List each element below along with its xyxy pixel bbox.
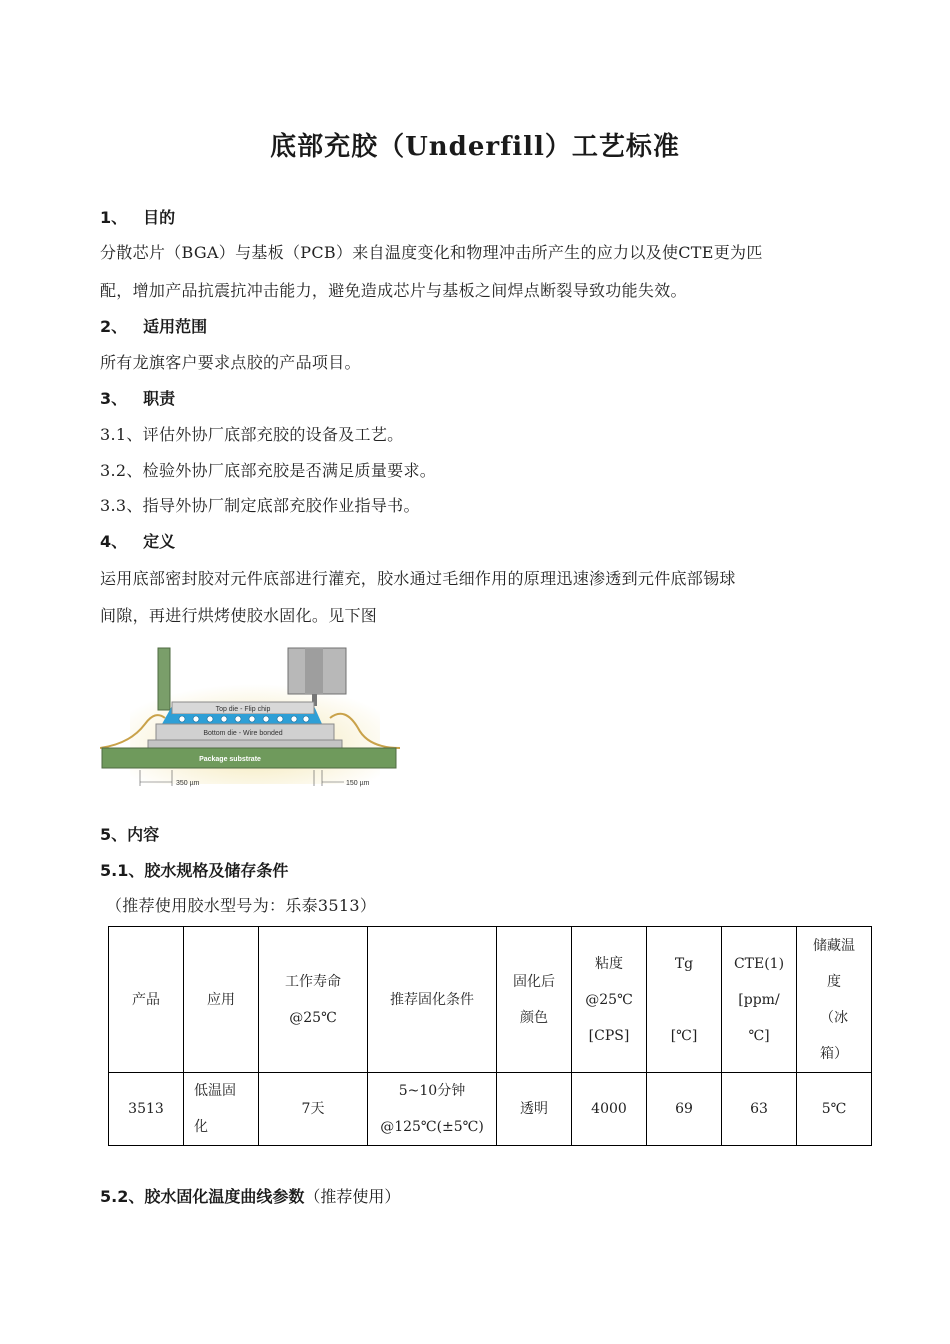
header-tg [647,927,722,1073]
section-title: 职责 [143,389,176,408]
cell-line: 工作寿命 [285,973,341,990]
die-attach [148,740,342,748]
responsibility-item: 3.1、评估外协厂底部充胶的设备及工艺。 [100,425,404,444]
cell-line: 固化后 [513,973,555,990]
header-work-life [259,927,368,1073]
cell-text: 4000 [591,1101,627,1117]
section-number: 3、 [100,389,128,408]
top-die-label: Top die - Flip chip [215,706,271,713]
recommended-glue-note: （推荐使用胶水型号为：乐泰3513） [106,896,377,915]
header-viscosity [572,927,647,1073]
heading-note: （推荐使用） [304,1187,401,1206]
section-number: 1、 [100,208,128,227]
cell-line: 箱） [820,1045,848,1062]
cell-viscosity [572,1073,647,1146]
cell-text: 透明 [520,1101,548,1117]
cell-line: 5~10分钟 [398,1083,466,1099]
solder-bump [193,716,199,722]
cell-line: Tg [674,955,694,972]
section-number: 4、 [100,532,128,551]
table-header-row [109,927,872,1073]
cell-line: @125℃(±5℃) [380,1119,484,1135]
cell-text: 3513 [128,1101,164,1117]
cell-color [497,1073,572,1146]
section-1-para-line: 分散芯片（BGA）与基板（PCB）来自温度变化和物理冲击所产生的应力以及使CTE更为匹 [100,243,763,262]
section-5-heading: 5、内容 [100,825,160,844]
solder-bump [249,716,255,722]
dispenser-body [305,648,323,694]
cell-text: 7天 [301,1101,325,1117]
cell-line: 度 [827,973,841,990]
cell-line: 颜色 [520,1009,548,1026]
cell-line: 化 [194,1119,208,1135]
section-number: 2、 [100,317,128,336]
solder-bump [207,716,213,722]
responsibility-item: 3.2、检验外协厂底部充胶是否满足质量要求。 [100,461,437,480]
solder-bump [235,716,241,722]
cell-text: 69 [675,1101,693,1117]
cell-line: 粘度 [595,955,623,972]
solder-bump [303,716,309,722]
solder-bump [179,716,185,722]
cell-line: [℃] [670,1027,698,1044]
section-title: 定义 [143,532,176,551]
cell-product [109,1073,184,1146]
cell-cure-condition [368,1073,497,1146]
section-title: 目的 [143,208,176,227]
dim-label-right: 150 µm [346,780,370,787]
cell-line: [CPS] [588,1027,630,1044]
cell-cte [722,1073,797,1146]
section-4-heading [100,529,175,552]
glue-spec-table [108,926,872,1146]
solder-bump [277,716,283,722]
solder-bump [221,716,227,722]
dispense-needle-left [158,648,170,710]
header-product [109,927,184,1073]
solder-bump [291,716,297,722]
section-2-para: 所有龙旗客户要求点胶的产品项目。 [100,353,361,372]
header-color [497,927,572,1073]
cell-work-life [259,1073,368,1146]
section-5-1-heading: 5.1、胶水规格及储存条件 [100,861,289,880]
section-4-para-line: 运用底部密封胶对元件底部进行灌充，胶水通过毛细作用的原理迅速渗透到元件底部锡球 [100,569,736,588]
document-title: 底部充胶（Underfill）工艺标准 [270,132,680,162]
table-row [109,1073,872,1146]
cell-line: CTE(1) [733,955,785,972]
cell-line: 低温固 [194,1083,236,1099]
bottom-die-label: Bottom die - Wire bonded [203,730,283,737]
section-4-para-line: 间隙，再进行烘烤使胶水固化。见下图 [100,606,378,625]
cell-storage-temp [797,1073,872,1146]
cell-line: （冰 [820,1009,848,1026]
section-title: 适用范围 [143,317,208,336]
header-storage-temp [797,927,872,1073]
section-1-heading [100,205,175,228]
section-5-2-heading [100,1184,400,1207]
heading-bold-part: 5.2、胶水固化温度曲线参数 [100,1187,305,1206]
underfill-diagram [100,644,400,794]
responsibility-item: 3.3、指导外协厂制定底部充胶作业指导书。 [100,496,420,515]
cell-text: 5℃ [821,1101,847,1117]
substrate-label: Package substrate [199,756,261,763]
header-cte [722,927,797,1073]
header-application [184,927,259,1073]
header-cure-condition [368,927,497,1073]
cell-application [184,1073,259,1146]
section-2-heading [100,314,207,337]
cell-line: @25℃ [289,1009,337,1026]
cell-line: [ppm/ [738,991,780,1008]
dim-label-left: 350 µm [176,780,200,787]
section-1-para-line: 配，增加产品抗震抗冲击能力，避免造成芯片与基板之间焊点断裂导致功能失效。 [100,281,687,300]
section-3-heading [100,386,175,409]
cell-tg [647,1073,722,1146]
cell-text: 应用 [207,991,235,1008]
cell-line: ℃] [748,1027,770,1044]
cell-text: 推荐固化条件 [390,991,474,1008]
cell-line: 储藏温 [813,937,855,954]
cell-text: 63 [750,1101,768,1117]
solder-bump [263,716,269,722]
cell-line: @25℃ [585,991,633,1008]
cell-text: 产品 [132,991,160,1008]
